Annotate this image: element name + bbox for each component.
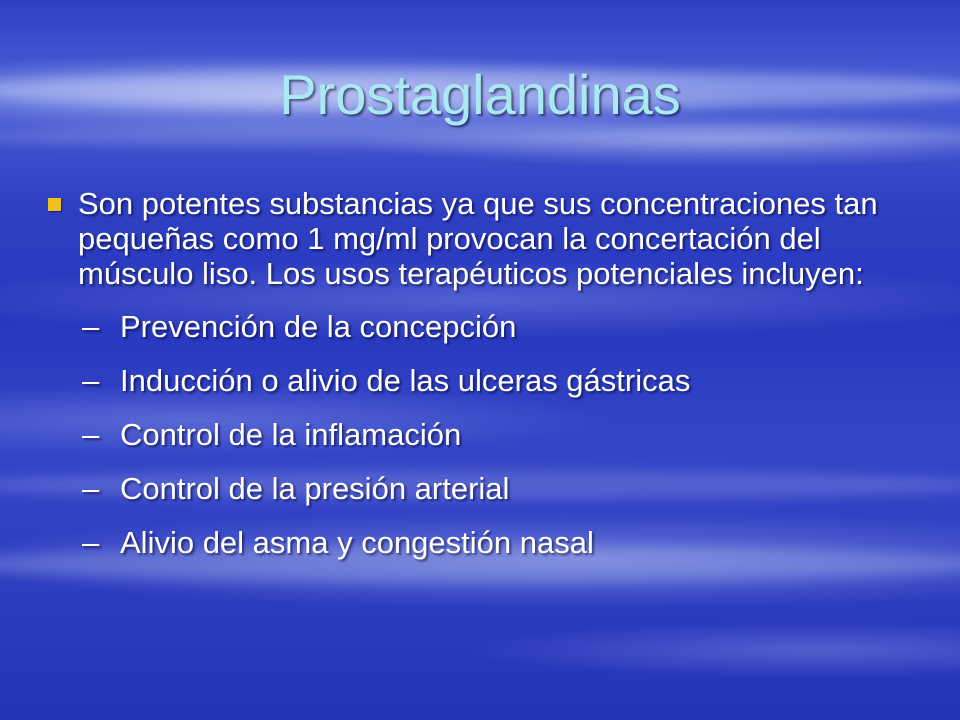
sub-bullet-text: Control de la inflamación xyxy=(120,417,462,452)
sub-bullet-item xyxy=(82,417,928,471)
slide-body xyxy=(48,186,928,579)
sub-bullet-text: Control de la presión arterial xyxy=(120,471,510,506)
sub-bullet-text: Alivio del asma y congestión nasal xyxy=(120,525,594,560)
dash-bullet: – xyxy=(82,471,100,506)
dash-bullet: – xyxy=(82,417,100,452)
slide-title: Prostaglandinas xyxy=(279,63,681,126)
dash-bullet: – xyxy=(82,525,100,560)
sub-bullet-text: Inducción o alivio de las ulceras gástricas xyxy=(120,363,691,398)
main-bullet xyxy=(48,186,928,291)
sub-bullet-item xyxy=(82,471,928,525)
main-bullet-text: Son potentes substancias ya que sus concentraciones tan pequeñas como 1 mg/ml provocan la concertación del músculo liso. Los usos terapéuticos potenciales incluyen: xyxy=(78,186,878,291)
dash-bullet: – xyxy=(82,363,100,398)
cloud-streak xyxy=(0,125,960,147)
sub-bullet-text: Prevención de la concepción xyxy=(120,309,517,344)
square-bullet-icon xyxy=(48,198,61,211)
sub-bullet-item xyxy=(82,309,928,363)
sub-bullet-list xyxy=(48,309,928,579)
sub-bullet-item xyxy=(82,525,928,579)
dash-bullet: – xyxy=(82,309,100,344)
sub-bullet-item xyxy=(82,363,928,417)
